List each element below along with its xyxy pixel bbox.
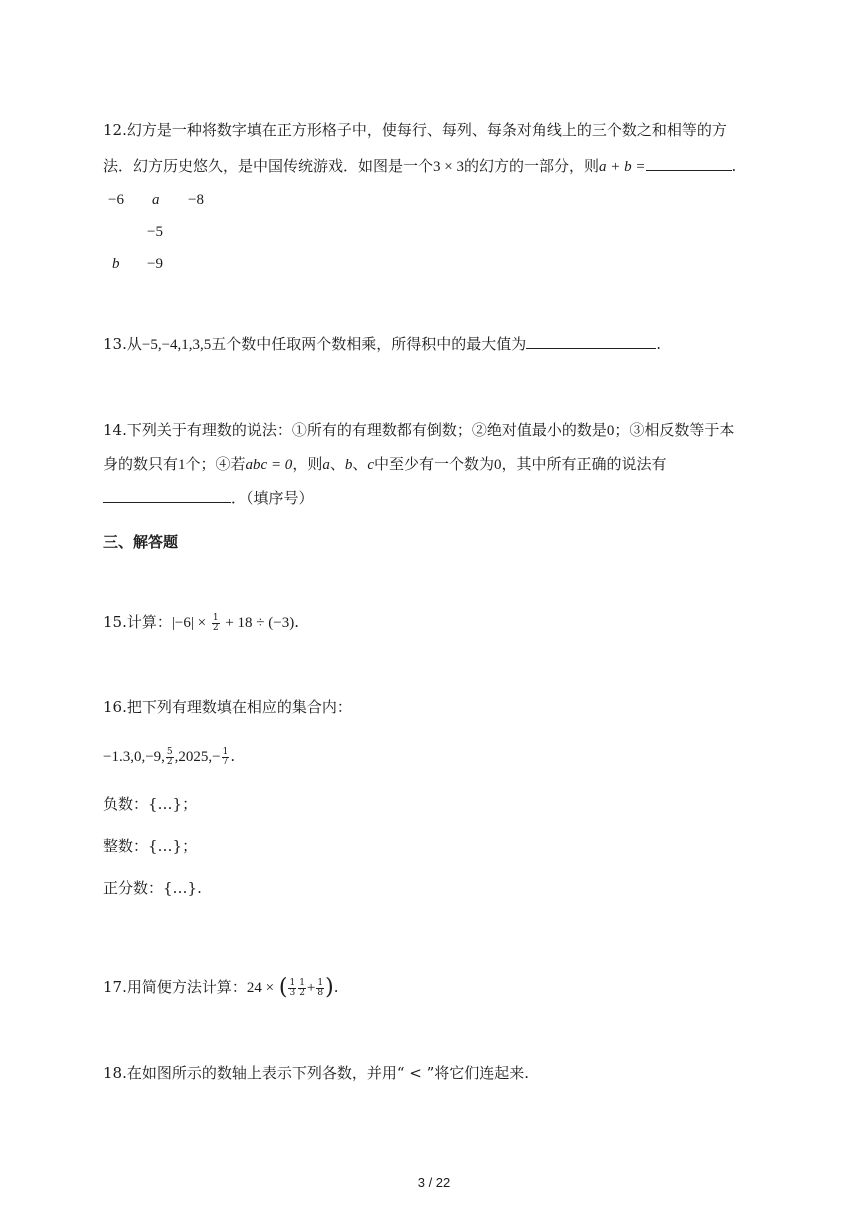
q13-text-a: 13.从: [103, 335, 142, 353]
q14-l2-d: 中至少有一个数为: [374, 455, 495, 473]
q14-text-a: 14.下列关于有理数的说法：①所有的有理数都有倒数；②绝对值最小的数是: [103, 421, 607, 439]
q14-sep2: 、: [352, 455, 368, 473]
q17-f1-num: 1: [289, 977, 296, 988]
q17-f3-den: 8: [317, 987, 324, 998]
q16-numbers: [103, 746, 235, 767]
q15-frac-den: 2: [212, 622, 219, 633]
q14-var-c: c: [367, 457, 375, 473]
q15-fraction: [212, 614, 220, 633]
q13-text-b: 五个数中任取两个数相乘，所得积中的最大值为: [211, 335, 527, 353]
q17-end: .: [333, 978, 339, 996]
q14-one: 1: [178, 457, 186, 473]
q16-nums-b: ,2025,−: [174, 749, 221, 765]
q14-l2-b: 个；④若: [185, 455, 246, 473]
q13-numbers: −5,−4,1,3,5: [141, 337, 212, 353]
q14-var-a: a: [322, 457, 330, 473]
q16-f2-num: 1: [222, 746, 229, 757]
q17-f2-num: 1: [299, 977, 305, 988]
q17-f3-num: 1: [317, 977, 324, 988]
q12-text-b: 的幻方的一部分，则: [463, 157, 599, 175]
q14-abc: abc = 0: [245, 457, 293, 473]
q16-nums-a: −1.3,0,−9,: [103, 749, 165, 765]
q13-answer-blank[interactable]: [526, 334, 656, 349]
q17-text: 17.用简便方法计算：: [103, 978, 247, 996]
q16-set-positive-fraction: 正分数：{…}.: [103, 879, 202, 897]
q15-rest: + 18 ÷ (−3): [225, 615, 295, 631]
q17-right-paren: ): [325, 975, 334, 1000]
page-number: 3 / 22: [417, 1175, 451, 1190]
q14-var-b: b: [344, 457, 353, 473]
q15-end: .: [294, 613, 300, 631]
q14-l2-a: 身的数只有: [103, 455, 179, 473]
q18-line: 18.在如图所示的数轴上表示下列各数，并用“ < ”将它们连起来.: [103, 1064, 530, 1082]
q14-line1: [103, 420, 734, 441]
q14-l2-e: ，其中所有正确的说法有: [501, 455, 667, 473]
q16-f1-num: 5: [166, 746, 173, 757]
q17-frac3: [316, 979, 324, 998]
q12-line2: [103, 156, 736, 177]
q12-expression: a + b =: [599, 159, 646, 175]
q17-f2-den: 2: [299, 987, 305, 998]
q12-answer-blank[interactable]: [646, 156, 732, 171]
grid-r1c2: a: [152, 192, 160, 208]
q16-set-integer: 整数：{…}；: [103, 837, 198, 855]
q14-l2-c: ，则: [292, 455, 323, 473]
q12-end: .: [731, 157, 737, 175]
q16-frac2: [222, 748, 230, 767]
q16-set-negative: 负数：{…}；: [103, 795, 198, 813]
q15-line: [103, 612, 299, 633]
q12-line1: 12.幻方是一种将数字填在正方形格子中，使每行、每列、每条对角线上的三个数之和相等的方: [103, 121, 727, 139]
q17-24: 24 ×: [246, 980, 275, 996]
q14-zero2: 0: [494, 457, 502, 473]
q16-nums-end: .: [230, 747, 236, 765]
q13-end: .: [656, 335, 662, 353]
q14-answer-blank[interactable]: [103, 488, 231, 503]
q15-text: 15.计算：: [103, 613, 172, 631]
grid-r3c1: b: [112, 256, 120, 272]
q17-f1-den: 3: [289, 987, 296, 998]
q12-text-a: 法．幻方历史悠久，是中国传统游戏．如图是一个: [103, 157, 434, 175]
q16-frac1: [166, 748, 174, 767]
grid-r2c2: −5: [147, 224, 163, 240]
q14-text-b: ；③相反数等于本: [614, 421, 735, 439]
q16-f1-den: 2: [166, 756, 173, 767]
q14-zero: 0: [606, 423, 615, 439]
q17-frac2: [298, 979, 306, 998]
q15-abs: |−6| ×: [171, 615, 207, 631]
q16-title: 16.把下列有理数填在相应的集合内：: [103, 698, 352, 716]
q16-f2-den: 7: [222, 756, 229, 767]
q17-left-paren: (: [278, 975, 288, 1000]
grid-r3c2: −9: [147, 256, 163, 272]
q12-grid-size: 3 × 3: [433, 159, 464, 175]
grid-r1c1: −6: [108, 192, 124, 208]
q13-line: [103, 334, 661, 355]
q14-sep1: 、: [329, 455, 345, 473]
q17-frac1: [288, 979, 296, 998]
q14-line2: [103, 454, 667, 475]
q17-line: [103, 977, 339, 998]
q14-line3: [103, 488, 314, 508]
q15-frac-num: 1: [212, 612, 219, 623]
q14-l3-end: ．（填序号）: [231, 489, 314, 507]
q17-plus: +: [306, 980, 316, 996]
section-heading: 三、解答题: [103, 533, 179, 551]
grid-r1c3: −8: [188, 192, 204, 208]
